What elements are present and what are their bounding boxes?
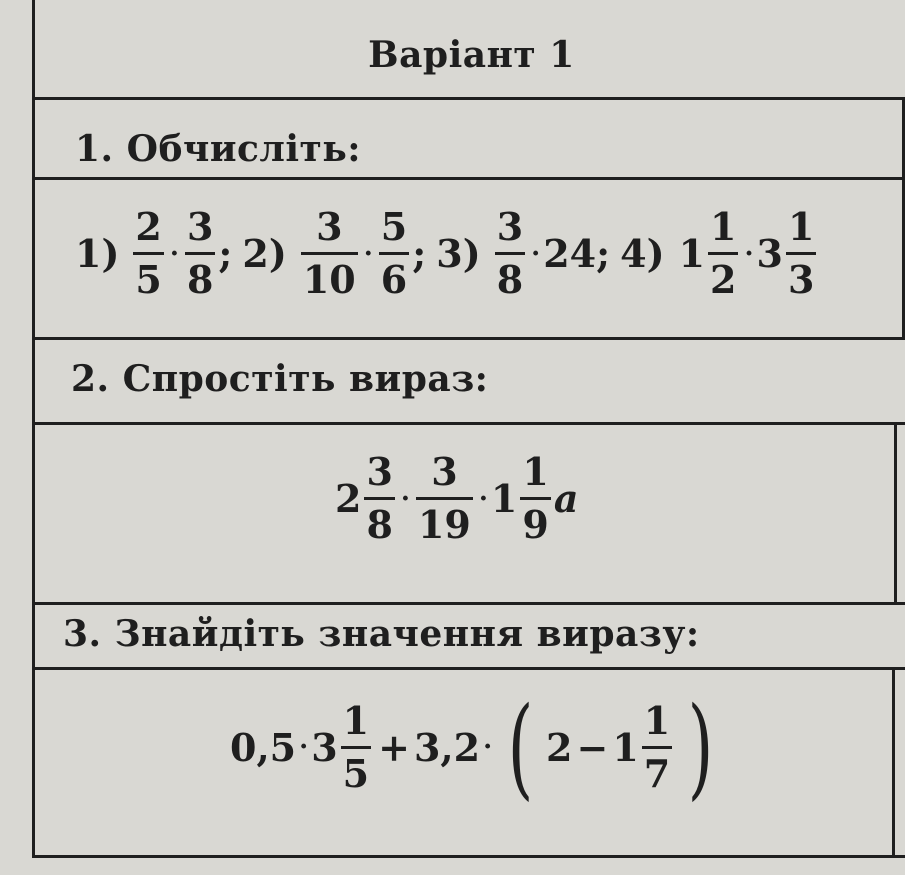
right-parenthesis: ) <box>687 683 714 811</box>
separator: ; <box>596 231 611 276</box>
fraction: $\frac{1}{7}$ <box>643 697 671 796</box>
fraction: $\frac{1}{5}$ <box>342 697 370 796</box>
whole-part: 1 <box>678 231 706 276</box>
task2-expression <box>335 449 579 547</box>
multiply-dot: · <box>744 238 754 269</box>
plus-sign: + <box>378 724 410 770</box>
task2-expression-row <box>35 425 905 605</box>
fraction: $\frac{1}{3}$ <box>787 204 815 302</box>
fraction: $\frac{1}{9}$ <box>522 449 549 547</box>
multiply-dot: · <box>531 238 541 269</box>
fraction: $\frac{3}{19}$ <box>417 449 471 547</box>
task2-heading-row <box>35 340 905 425</box>
task1-item4-label: 4) <box>620 231 665 276</box>
task1-item1-label: 1) <box>75 231 120 276</box>
task3-expression-row <box>35 670 905 858</box>
coefficient: 3,2 <box>413 724 481 770</box>
whole-part: 1 <box>612 724 639 770</box>
task1-expressions <box>75 204 819 302</box>
fraction: $\frac{3}{8}$ <box>366 449 393 547</box>
task3-expression <box>230 683 726 811</box>
task3-heading-row <box>35 605 905 670</box>
table-right-border <box>892 670 895 858</box>
whole-part: 2 <box>335 476 362 521</box>
task2-heading: 2. Спростіть вираз: <box>71 358 489 400</box>
fraction: $\frac{3}{8}$ <box>186 204 214 302</box>
task1-heading: 1. Обчисліть: <box>75 128 362 170</box>
fraction: $\frac{2}{5}$ <box>135 204 162 302</box>
variant-title: Варіант 1 <box>368 34 575 76</box>
fraction: $\frac{5}{6}$ <box>380 204 408 302</box>
inner-term: 2 <box>546 724 573 770</box>
multiply-dot: · <box>363 238 373 269</box>
task1-item2-label: 2) <box>242 231 287 276</box>
variable: a <box>553 476 579 521</box>
fraction: $\frac{3}{10}$ <box>302 204 356 302</box>
multiply-dot: · <box>478 483 488 514</box>
whole-part: 1 <box>490 476 518 521</box>
table-right-border <box>894 425 897 605</box>
whole-part: 3 <box>756 231 783 276</box>
task3-heading: 3. Знайдіть значення виразу: <box>63 613 700 655</box>
minus-sign: − <box>576 724 609 770</box>
coefficient: 0,5 <box>230 724 297 770</box>
task1-heading-row <box>35 100 905 180</box>
separator: ; <box>218 231 233 276</box>
variant-table <box>32 0 905 858</box>
title-row <box>35 0 905 100</box>
multiply-dot: · <box>400 483 410 514</box>
task1-expressions-row <box>35 180 905 340</box>
whole-part: 3 <box>311 724 338 770</box>
multiply-dot: · <box>299 732 309 762</box>
multiply-dot: · <box>169 238 179 269</box>
task1-item3-label: 3) <box>436 231 481 276</box>
fraction: $\frac{3}{8}$ <box>496 204 524 302</box>
factor: 24 <box>543 231 597 276</box>
left-parenthesis: ( <box>507 683 534 811</box>
fraction: $\frac{1}{2}$ <box>710 204 737 302</box>
multiply-dot: · <box>483 732 493 762</box>
separator: ; <box>412 231 427 276</box>
